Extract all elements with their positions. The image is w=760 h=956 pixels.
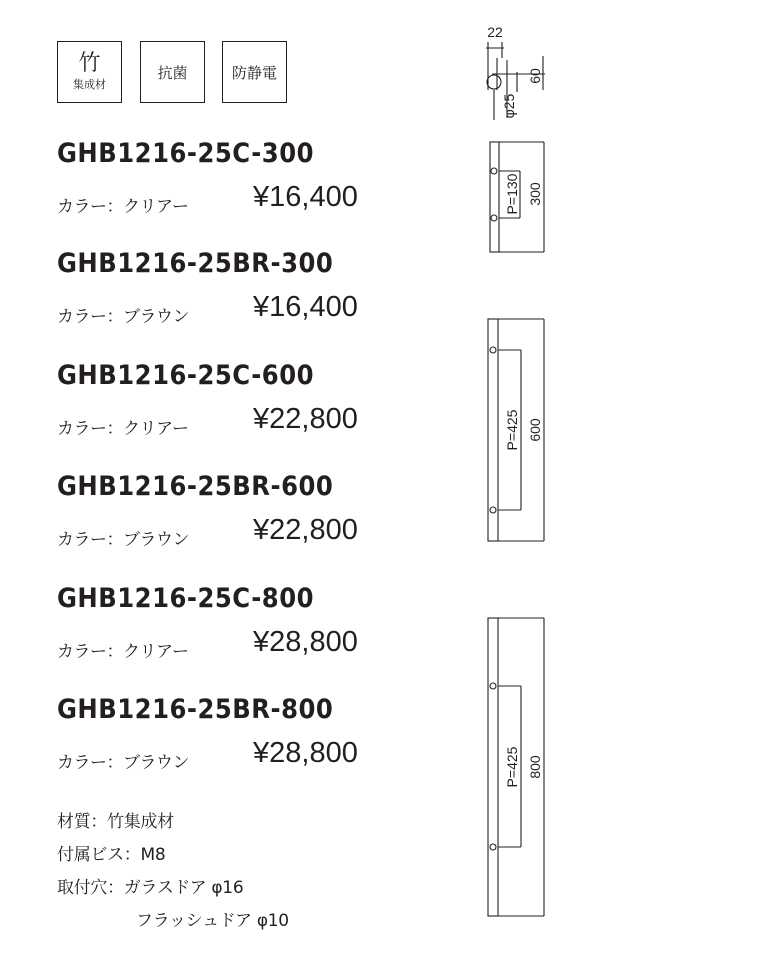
product-price: ¥28,800 <box>253 626 358 658</box>
product-price: ¥16,400 <box>253 291 358 323</box>
dim-pitch-800: P=425 <box>504 746 520 788</box>
product-color: カラー：ブラウン <box>57 753 189 773</box>
product-price: ¥22,800 <box>253 514 358 546</box>
dim-diameter: φ25 <box>501 93 517 119</box>
product-color: カラー：クリアー <box>57 419 189 439</box>
badge-antibacterial-label: 抗菌 <box>157 63 188 82</box>
dim-length-600: 600 <box>527 418 543 442</box>
product-model: GHB1216-25C-800 <box>57 583 314 614</box>
spec-material: 材質：竹集成材 <box>57 812 174 832</box>
product-price: ¥22,800 <box>253 403 358 435</box>
product-model: GHB1216-25BR-300 <box>57 248 334 279</box>
product-color: カラー：ブラウン <box>57 530 189 550</box>
product-model: GHB1216-25C-600 <box>57 360 314 391</box>
product-price: ¥16,400 <box>253 181 358 213</box>
badge-antistatic-label: 防静電 <box>231 63 277 82</box>
spec-screw: 付属ビス：M8 <box>57 845 166 865</box>
product-color: カラー：クリアー <box>57 642 189 662</box>
product-color: カラー：ブラウン <box>57 307 189 327</box>
dim-length-300: 300 <box>527 182 543 206</box>
product-model: GHB1216-25C-300 <box>57 138 314 169</box>
spec-hole-flush: フラッシュドア φ10 <box>136 911 289 931</box>
dim-pitch-600: P=425 <box>504 409 520 451</box>
dim-depth: 22 <box>487 24 503 40</box>
dim-height: 60 <box>527 68 543 84</box>
product-model: GHB1216-25BR-600 <box>57 471 334 502</box>
badge-bamboo-sub: 集成材 <box>73 78 106 91</box>
dim-pitch-300: P=130 <box>504 173 520 215</box>
badge-bamboo-label: 竹 <box>78 51 101 76</box>
product-model: GHB1216-25BR-800 <box>57 694 334 725</box>
dim-length-800: 800 <box>527 755 543 779</box>
product-price: ¥28,800 <box>253 737 358 769</box>
spec-hole-glass: 取付穴：ガラスドア φ16 <box>57 878 244 898</box>
product-color: カラー：クリアー <box>57 197 189 217</box>
